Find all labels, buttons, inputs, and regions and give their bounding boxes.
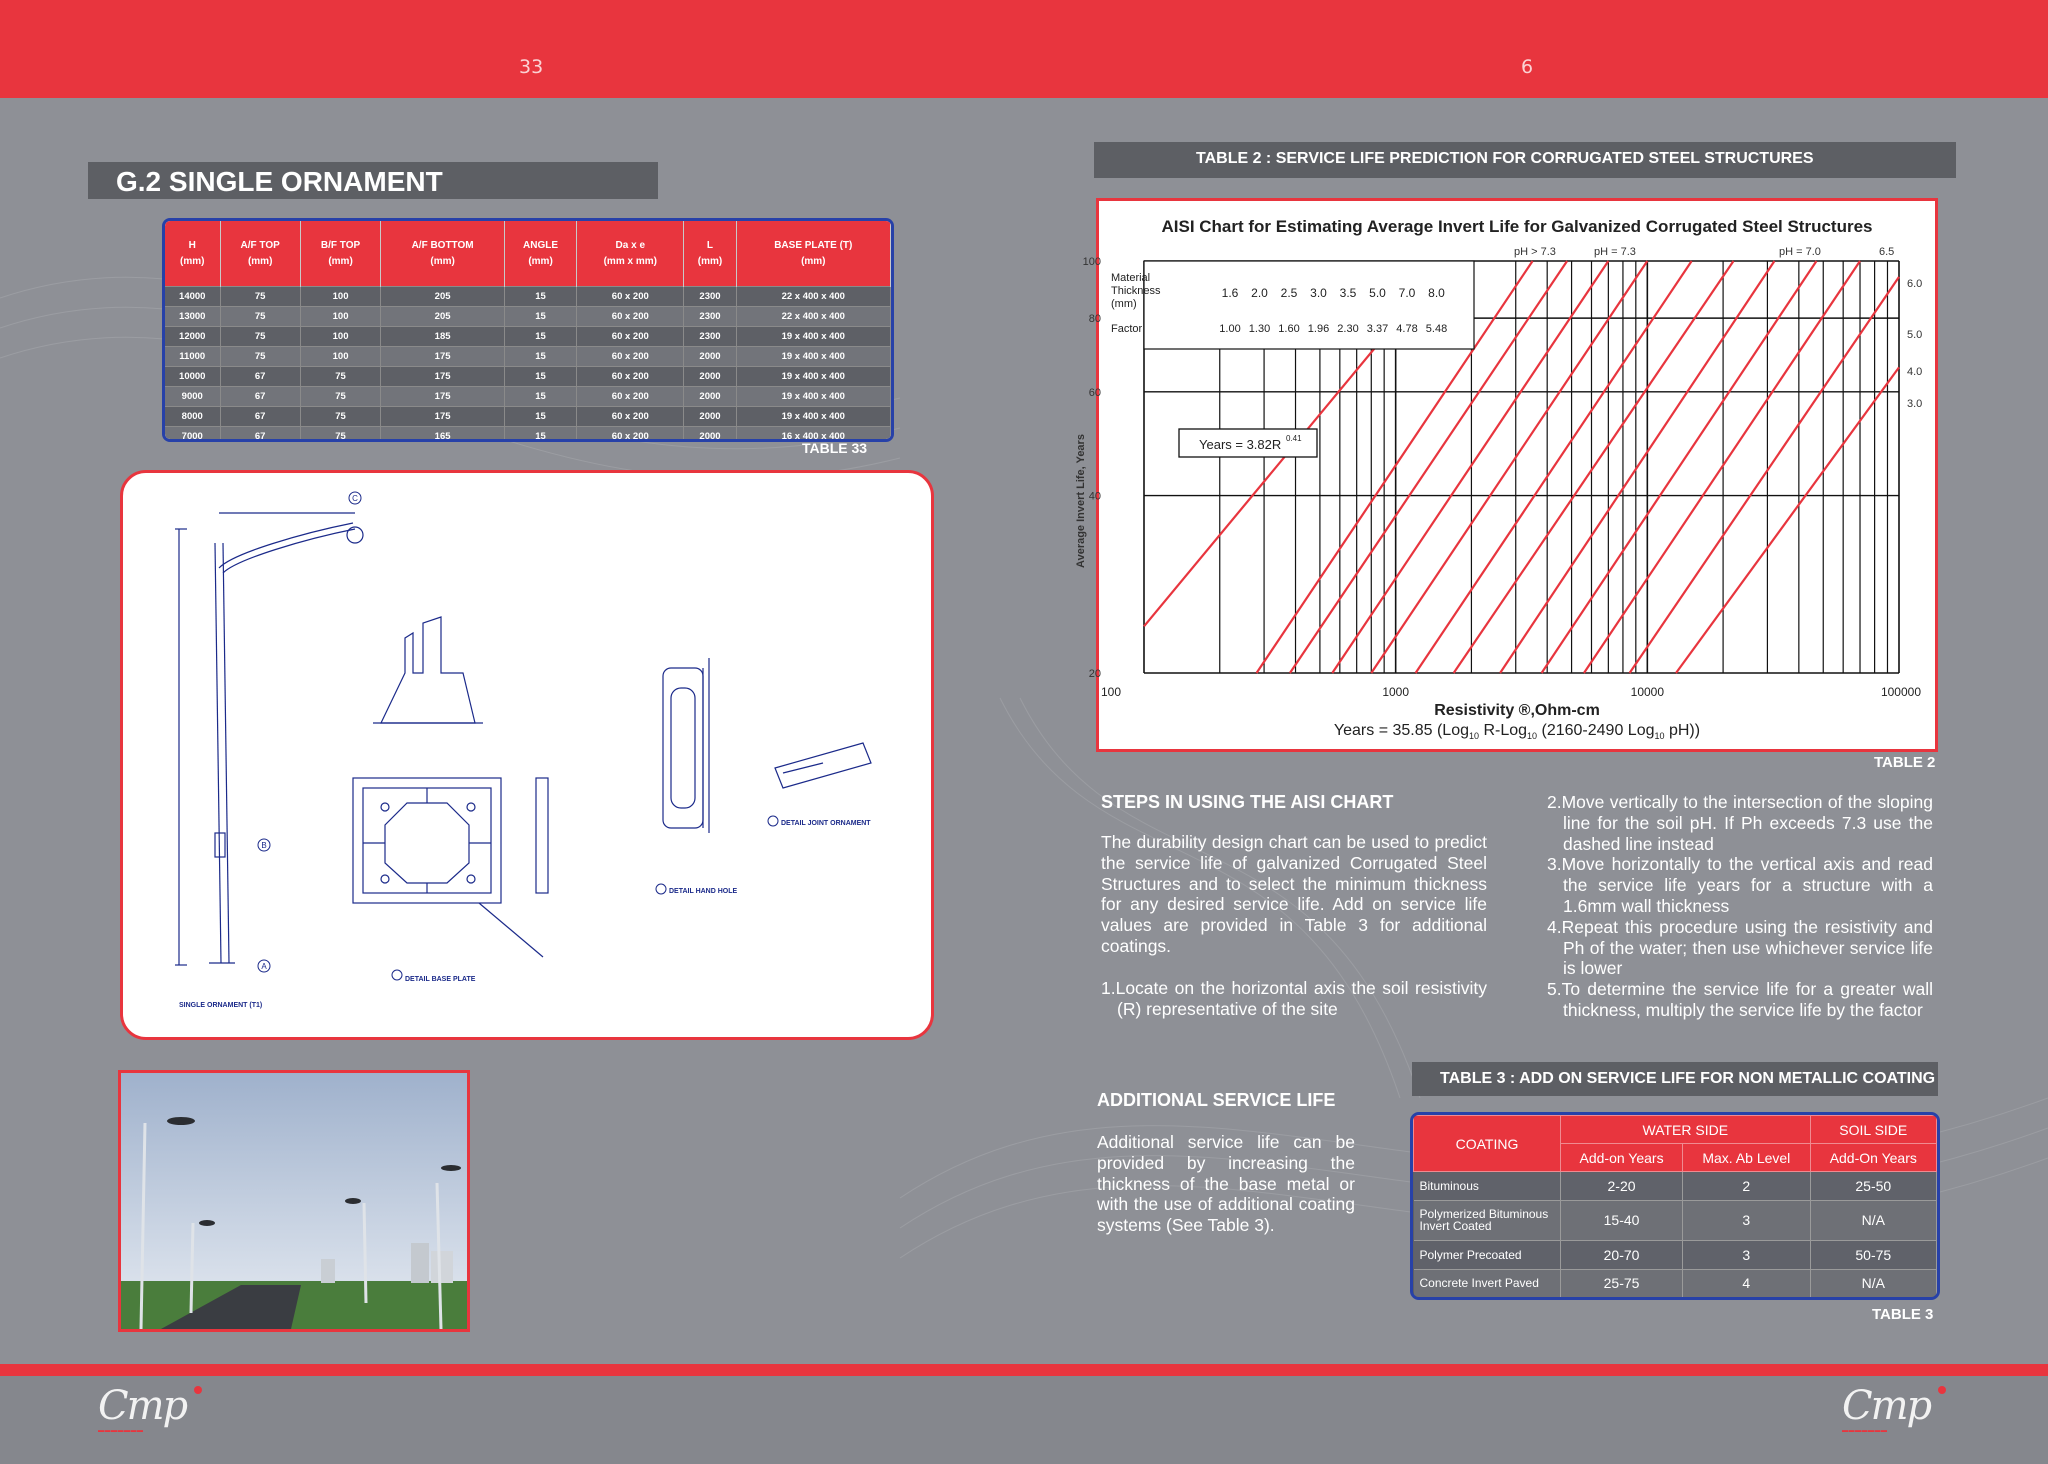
table-cell: 8000	[165, 407, 220, 427]
header-unit: (mm)	[247, 256, 273, 267]
company-logo-left: Cmp ▬▬▬▬▬▬▬	[98, 1384, 208, 1440]
table-cell: Concrete Invert Paved	[1414, 1269, 1561, 1297]
header-label: L	[706, 240, 714, 251]
table-cell: 100	[300, 347, 380, 367]
photo-illustration	[121, 1073, 467, 1329]
table-cell: 15	[504, 287, 576, 307]
factor-value: 1.60	[1278, 323, 1300, 335]
thickness-value: 7.0	[1398, 286, 1416, 300]
table-cell: 15	[504, 427, 576, 443]
table-cell: 15	[504, 347, 576, 367]
table-cell: 25-50	[1810, 1172, 1936, 1201]
pole-shaft	[215, 543, 221, 963]
table-cell: 60 x 200	[577, 307, 684, 327]
x-tick-label: 1000	[1382, 685, 1410, 699]
table-cell: 15	[504, 367, 576, 387]
thickness-label: Material	[1111, 272, 1151, 284]
x-tick-label: 100	[1101, 685, 1122, 699]
formula-part: Years = 35.85 (Log	[1333, 722, 1469, 739]
table-33-header	[300, 221, 380, 287]
thickness-value: 1.6	[1221, 286, 1239, 300]
formula-part: (2160-2490 Log	[1537, 722, 1655, 739]
label-detail-hand-hole: DETAIL HAND HOLE	[669, 888, 738, 895]
header-unit: (mm)	[528, 256, 553, 267]
section-title: G.2 SINGLE ORNAMENT	[116, 166, 443, 197]
aisi-chart	[1075, 201, 1935, 749]
table-cell: 2000	[684, 347, 736, 367]
table-cell: 165	[381, 427, 505, 443]
step-4: 4.Repeat this procedure using the resistivity and Ph of the water; then use whichever service life is lower	[1547, 916, 1933, 979]
table-cell: 175	[381, 407, 505, 427]
table-cell: 19 x 400 x 400	[736, 367, 890, 387]
steps-list-right	[1547, 792, 1933, 1021]
table-cell: 67	[220, 387, 300, 407]
table-row	[165, 427, 891, 443]
header-label: A/F TOP	[240, 240, 280, 251]
table-cell: Polymerized Bituminous Invert Coated	[1414, 1200, 1561, 1241]
table-cell: 60 x 200	[577, 367, 684, 387]
table-cell: 100	[300, 327, 380, 347]
table-cell: 20-70	[1561, 1241, 1683, 1270]
formula-annotation-exponent: 0.41	[1286, 434, 1302, 443]
technical-drawing-card	[120, 470, 934, 1040]
table-3-subheader: Max. Ab Level	[1683, 1144, 1810, 1172]
thickness-end-label: 6.0	[1907, 278, 1923, 290]
table-cell: 75	[220, 287, 300, 307]
table-2-caption: TABLE 2	[1874, 754, 1936, 771]
table-cell: 19 x 400 x 400	[736, 407, 890, 427]
table-cell: Bituminous	[1414, 1172, 1561, 1201]
section-title-band	[88, 162, 658, 199]
factor-label: Factor	[1111, 323, 1143, 335]
technical-drawing	[123, 473, 931, 1037]
table-cell: 60 x 200	[577, 287, 684, 307]
thickness-value: 3.5	[1339, 286, 1357, 300]
table-33-header	[577, 221, 684, 287]
table-cell: 205	[381, 287, 505, 307]
thickness-label: (mm)	[1111, 298, 1137, 310]
table-cell: 67	[220, 407, 300, 427]
label-detail-joint: DETAIL JOINT ORNAMENT	[781, 820, 871, 827]
y-axis-label: Average Invert Life, Years	[1075, 434, 1087, 568]
thickness-end-label: 3.0	[1907, 398, 1923, 410]
header-unit: (mm x mm)	[603, 256, 657, 267]
table-33	[162, 218, 894, 442]
table-cell: 3	[1683, 1200, 1810, 1241]
factor-value: 1.96	[1307, 323, 1330, 335]
table-cell: 75	[220, 327, 300, 347]
table-cell: N/A	[1810, 1200, 1936, 1241]
table-2-title-band	[1094, 142, 1956, 178]
footer	[0, 1376, 2048, 1464]
table-3-title: TABLE 3 : ADD ON SERVICE LIFE FOR NON METALLIC COATING	[1440, 1070, 1936, 1087]
marker-a: A	[261, 962, 267, 971]
table-cell: 60 x 200	[577, 387, 684, 407]
thickness-end-label: 5.0	[1907, 329, 1923, 341]
label-detail-base-plate: DETAIL BASE PLATE	[405, 976, 476, 983]
table-cell: N/A	[1810, 1269, 1936, 1297]
marker-c: C	[352, 494, 358, 503]
thickness-value: 3.0	[1310, 286, 1327, 300]
table-row	[165, 307, 891, 327]
table-cell: 2300	[684, 307, 736, 327]
table-row	[165, 367, 891, 387]
table-cell: 2300	[684, 287, 736, 307]
table-cell: 2	[1683, 1172, 1810, 1201]
page-number-right: 6	[1521, 56, 1534, 78]
table-cell: 25-75	[1561, 1269, 1683, 1297]
additional-heading: ADDITIONAL SERVICE LIFE	[1097, 1090, 1336, 1110]
table-cell: 3	[1683, 1241, 1810, 1270]
table-cell: 2000	[684, 387, 736, 407]
table-row	[165, 327, 891, 347]
bottom-banner	[0, 1364, 2048, 1376]
table-cell: 75	[220, 307, 300, 327]
step-5: 5.To determine the service life for a greater wall thickness, multiply the service life by the factor	[1547, 979, 1933, 1020]
header-unit: (mm)	[328, 256, 353, 267]
table-3-subheader: Add-on Years	[1561, 1144, 1683, 1172]
label-single-ornament: SINGLE ORNAMENT (T1)	[179, 1002, 263, 1009]
y-tick-label: 80	[1088, 313, 1101, 326]
header-label: BASE PLATE (T)	[774, 240, 853, 251]
header-unit: (mm)	[801, 256, 826, 267]
header-label: H	[188, 240, 196, 251]
header-unit: (mm)	[697, 256, 723, 267]
ph-label: 6.5	[1879, 246, 1895, 258]
marker-b: B	[261, 841, 267, 850]
header-label: Da x e	[615, 240, 646, 251]
header-unit: (mm)	[180, 256, 205, 267]
factor-value: 4.78	[1396, 323, 1418, 335]
step-1: 1.Locate on the horizontal axis the soil resistivity (R) representative of the site	[1101, 978, 1487, 1019]
table-cell: 75	[300, 407, 380, 427]
table-cell: 15	[504, 407, 576, 427]
ph-label: pH > 7.3	[1514, 246, 1556, 258]
factor-value: 1.00	[1219, 323, 1241, 335]
table-3-coating-header: COATING	[1414, 1116, 1561, 1172]
table-3-soil-side-header: SOIL SIDE	[1810, 1116, 1936, 1144]
formula-part: R-Log	[1479, 722, 1528, 739]
table-cell: 75	[300, 387, 380, 407]
table-cell: 100	[300, 307, 380, 327]
table-3	[1410, 1112, 1940, 1300]
table-cell: 50-75	[1810, 1241, 1936, 1270]
x-tick-label: 10000	[1630, 685, 1665, 699]
table-33-header	[381, 221, 505, 287]
table-cell: 175	[381, 387, 505, 407]
table-cell: 19 x 400 x 400	[736, 387, 890, 407]
thickness-value: 2.0	[1251, 286, 1268, 300]
ph-label: pH = 7.3	[1594, 246, 1636, 258]
table-cell: 75	[300, 427, 380, 443]
ph-sloping-line	[1500, 261, 1774, 673]
factor-value: 3.37	[1366, 323, 1389, 335]
table-cell: 75	[300, 367, 380, 387]
table-cell: 16 x 400 x 400	[736, 427, 890, 443]
factor-value: 2.30	[1337, 323, 1359, 335]
factor-value: 1.30	[1248, 323, 1271, 335]
table-row	[165, 347, 891, 367]
table-row	[165, 387, 891, 407]
ph-sloping-line	[1542, 261, 1817, 673]
ph-sloping-line	[1454, 261, 1734, 673]
table-cell: 15	[504, 387, 576, 407]
header-label: ANGLE	[523, 240, 559, 251]
table-cell: 15	[504, 307, 576, 327]
aisi-chart-box	[1075, 198, 1938, 752]
steps-heading: STEPS IN USING THE AISI CHART	[1101, 792, 1394, 812]
header-label: A/F BOTTOM	[411, 240, 474, 251]
chart-title: AISI Chart for Estimating Average Invert Life for Galvanized Corrugated Steel Structures	[1161, 217, 1873, 236]
y-tick-label: 20	[1088, 668, 1101, 680]
additional-text: Additional service life can be provided by increasing the thickness of the base metal or with the use of additional coating systems (See Table 3).	[1097, 1132, 1355, 1236]
table-cell: 19 x 400 x 400	[736, 327, 890, 347]
table-cell: 100	[300, 287, 380, 307]
table-row	[1414, 1172, 1937, 1201]
thickness-label: Thickness	[1111, 285, 1161, 297]
table-cell: 75	[220, 347, 300, 367]
table-cell: 2000	[684, 407, 736, 427]
table-row	[1414, 1200, 1937, 1241]
street-light-photo	[118, 1070, 470, 1332]
table-cell: 4	[1683, 1269, 1810, 1297]
y-tick-label: 100	[1082, 256, 1101, 268]
table-cell: 205	[381, 307, 505, 327]
table-row	[1414, 1269, 1937, 1297]
ph-sloping-line	[1630, 277, 1899, 673]
ph-label: pH = 7.0	[1779, 246, 1821, 258]
formula-annotation: Years = 3.82R	[1199, 437, 1282, 452]
company-logo-right: Cmp ▬▬▬▬▬▬▬	[1842, 1384, 1952, 1440]
table-row	[165, 407, 891, 427]
table-cell: 22 x 400 x 400	[736, 307, 890, 327]
table-33-header	[684, 221, 736, 287]
table-cell: 2-20	[1561, 1172, 1683, 1201]
thickness-end-label: 4.0	[1907, 366, 1923, 378]
steps-list-left	[1101, 978, 1487, 1020]
table-33-caption: TABLE 33	[802, 440, 868, 456]
table-cell: 2000	[684, 427, 736, 443]
table-cell: 2000	[684, 367, 736, 387]
table-33-header	[736, 221, 890, 287]
y-tick-label: 60	[1088, 386, 1101, 399]
table-cell: Polymer Precoated	[1414, 1241, 1561, 1270]
table-row	[1414, 1241, 1937, 1270]
thickness-value: 5.0	[1369, 286, 1386, 300]
table-cell: 67	[220, 427, 300, 443]
table-cell: 60 x 200	[577, 327, 684, 347]
header-unit: (mm)	[430, 256, 455, 267]
table-cell: 19 x 400 x 400	[736, 347, 890, 367]
step-3: 3.Move horizontally to the vertical axis and read the service life years for a structure with a 1.6mm wall thickness	[1547, 854, 1933, 916]
table-cell: 13000	[165, 307, 220, 327]
step-2: 2.Move vertically to the intersection of the sloping line for the soil pH. If Ph exceeds 7.3 use the dashed line instead	[1547, 792, 1933, 854]
table-cell: 175	[381, 347, 505, 367]
table-cell: 2300	[684, 327, 736, 347]
factor-value: 5.48	[1425, 323, 1448, 335]
table-cell: 14000	[165, 287, 220, 307]
thickness-table	[1144, 261, 1474, 349]
steps-intro: The durability design chart can be used to predict the service life of galvanized Corrugated Steel Structures and to select the minimum thickness for any desired service life. Add on service life values are provided in Table 3 for additional coatings.	[1101, 832, 1487, 956]
table-3-subheader: Add-On Years	[1810, 1144, 1936, 1172]
table-cell: 185	[381, 327, 505, 347]
table-cell: 9000	[165, 387, 220, 407]
table-cell: 15-40	[1561, 1200, 1683, 1241]
formula-text	[1334, 722, 1700, 741]
table-cell: 60 x 200	[577, 347, 684, 367]
table-33-header	[220, 221, 300, 287]
table-cell: 7000	[165, 427, 220, 443]
table-3-caption: TABLE 3	[1872, 1306, 1934, 1323]
table-3-title-band	[1412, 1062, 1938, 1096]
top-banner	[0, 0, 2048, 98]
table-cell: 12000	[165, 327, 220, 347]
table-33-header	[165, 221, 220, 287]
table-cell: 22 x 400 x 400	[736, 287, 890, 307]
table-cell: 10000	[165, 367, 220, 387]
formula-subscript: 10	[1469, 731, 1480, 741]
table-3-water-side-header: WATER SIDE	[1561, 1116, 1811, 1144]
table-cell: 175	[381, 367, 505, 387]
formula-subscript: 10	[1527, 731, 1538, 741]
x-axis-label: Resistivity ®,Ohm-cm	[1434, 702, 1600, 719]
table-cell: 11000	[165, 347, 220, 367]
ph-sloping-line	[1676, 367, 1899, 673]
table-cell: 15	[504, 327, 576, 347]
table-cell: 60 x 200	[577, 427, 684, 443]
page-number-left: 33	[519, 56, 544, 78]
formula-subscript: 10	[1654, 731, 1665, 741]
table-cell: 60 x 200	[577, 407, 684, 427]
formula-part: pH))	[1664, 722, 1701, 739]
table-cell: 67	[220, 367, 300, 387]
table-row	[165, 287, 891, 307]
header-label: B/F TOP	[320, 240, 361, 251]
y-tick-label: 40	[1088, 490, 1101, 503]
x-tick-label: 100000	[1880, 685, 1921, 699]
thickness-value: 2.5	[1280, 286, 1298, 300]
table-33-header	[504, 221, 576, 287]
thickness-value: 8.0	[1428, 286, 1445, 300]
table-2-title: TABLE 2 : SERVICE LIFE PREDICTION FOR CORRUGATED STEEL STRUCTURES	[1196, 150, 1814, 167]
